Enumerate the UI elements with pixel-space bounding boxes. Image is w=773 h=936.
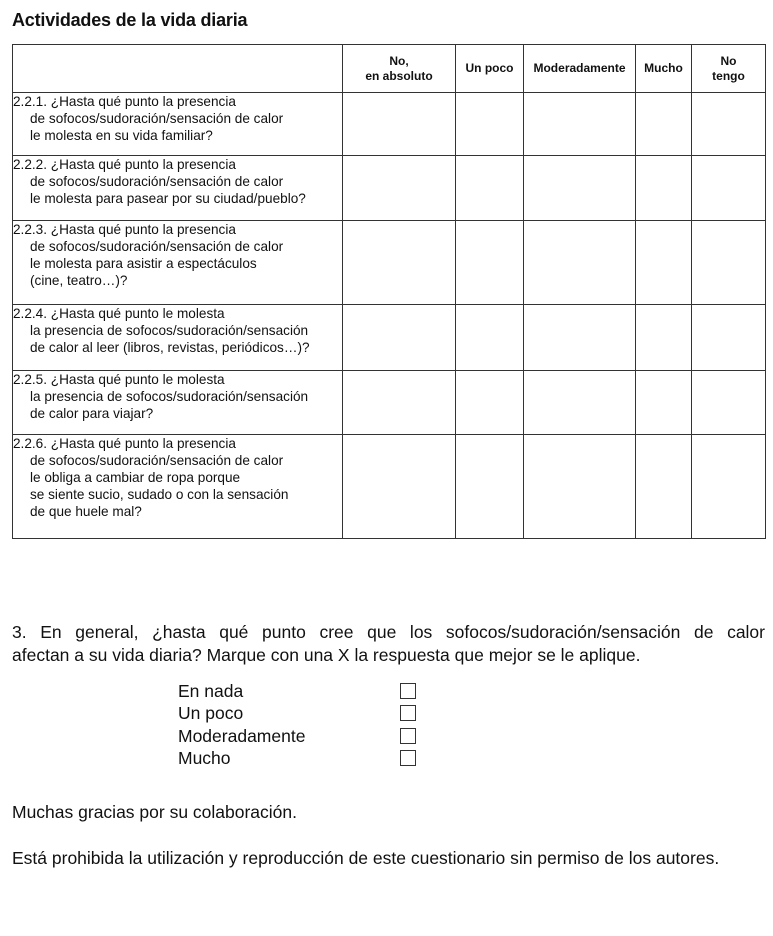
table-row [13, 156, 766, 221]
question-cell [13, 305, 343, 371]
option-label: Un poco [178, 703, 244, 723]
header-un-poco: Un poco [456, 45, 524, 93]
answer-moderadamente[interactable] [524, 221, 636, 305]
option-moderadamente [178, 725, 438, 747]
table-row [13, 435, 766, 539]
thanks-text: Muchas gracias por su colaboración. [12, 802, 298, 822]
question-line: 2.2.1. ¿Hasta qué punto la presencia [13, 94, 236, 109]
table-row [13, 371, 766, 435]
question-line: 2.2.6. ¿Hasta qué punto la presencia [13, 436, 236, 451]
answer-no-en-absoluto[interactable] [343, 371, 456, 435]
answer-moderadamente[interactable] [524, 435, 636, 539]
answer-moderadamente[interactable] [524, 305, 636, 371]
daily-activities-table [12, 44, 766, 539]
option-checkbox[interactable] [400, 750, 416, 766]
question3-line2: afectan a su vida diaria? Marque con una X la respuesta que mejor se le aplique. [12, 645, 641, 665]
question-line: le molesta para pasear por su ciudad/pueblo? [30, 191, 306, 206]
question-line: la presencia de sofocos/sudoración/sensación [30, 323, 309, 338]
answer-moderadamente[interactable] [524, 371, 636, 435]
answer-no-en-absoluto[interactable] [343, 93, 456, 156]
question-line: de calor al leer (libros, revistas, periódicos…)? [30, 340, 310, 355]
answer-un-poco[interactable] [456, 156, 524, 221]
answer-no-tengo[interactable] [692, 93, 766, 156]
answer-no-tengo[interactable] [692, 156, 766, 221]
question-cell [13, 156, 343, 221]
answer-no-tengo[interactable] [692, 305, 766, 371]
header-no-line2: en absoluto [365, 68, 433, 83]
option-label: En nada [178, 681, 244, 701]
answer-no-en-absoluto[interactable] [343, 156, 456, 221]
section-title: Actividades de la vida diaria [12, 10, 248, 30]
legal-notice: Está prohibida la utilización y reproducción de este cuestionario sin permiso de los autores. [12, 848, 720, 868]
option-checkbox[interactable] [400, 705, 416, 721]
header-moderadamente: Moderadamente [524, 45, 636, 93]
answer-no-tengo[interactable] [692, 435, 766, 539]
question-line: se siente sucio, sudado o con la sensación [30, 487, 289, 502]
answer-mucho[interactable] [636, 93, 692, 156]
option-checkbox[interactable] [400, 683, 416, 699]
answer-no-en-absoluto[interactable] [343, 435, 456, 539]
question-cell [13, 435, 343, 539]
header-no-tengo-line2: tengo [712, 68, 745, 83]
question-line: de calor para viajar? [30, 406, 154, 421]
table-row [13, 93, 766, 156]
question-cell [13, 221, 343, 305]
table-row [13, 305, 766, 371]
option-label: Mucho [178, 748, 231, 768]
question3-line1: 3. En general, ¿hasta qué punto cree que los sofocos/sudoración/sensación de calor [12, 622, 765, 642]
answer-no-tengo[interactable] [692, 221, 766, 305]
option-mucho [178, 747, 438, 769]
answer-no-en-absoluto[interactable] [343, 305, 456, 371]
option-label: Moderadamente [178, 726, 306, 746]
answer-un-poco[interactable] [456, 305, 524, 371]
header-mucho: Mucho [636, 45, 692, 93]
answer-mucho[interactable] [636, 221, 692, 305]
answer-un-poco[interactable] [456, 221, 524, 305]
option-un-poco [178, 702, 438, 724]
question-cell [13, 371, 343, 435]
answer-un-poco[interactable] [456, 371, 524, 435]
header-question [13, 45, 343, 93]
header-no-en-absoluto [343, 45, 456, 93]
answer-no-tengo[interactable] [692, 371, 766, 435]
option-en-nada [178, 680, 438, 702]
question-line: le molesta en su vida familiar? [30, 128, 213, 143]
question-line: de sofocos/sudoración/sensación de calor [30, 239, 284, 254]
question-line: de sofocos/sudoración/sensación de calor [30, 453, 284, 468]
header-no-line1: No, [389, 53, 409, 68]
question-line: 2.2.4. ¿Hasta qué punto le molesta [13, 306, 225, 321]
answer-mucho[interactable] [636, 305, 692, 371]
question-line: de sofocos/sudoración/sensación de calor [30, 111, 284, 126]
header-row [13, 45, 766, 93]
answer-moderadamente[interactable] [524, 93, 636, 156]
question-line: de que huele mal? [30, 504, 142, 519]
table-row [13, 221, 766, 305]
header-no-tengo-line1: No [720, 53, 737, 68]
question-line: la presencia de sofocos/sudoración/sensación [30, 389, 309, 404]
option-checkbox[interactable] [400, 728, 416, 744]
question-line: le obliga a cambiar de ropa porque [30, 470, 241, 485]
answer-un-poco[interactable] [456, 93, 524, 156]
header-no-tengo [692, 45, 766, 93]
answer-mucho[interactable] [636, 435, 692, 539]
answer-no-en-absoluto[interactable] [343, 221, 456, 305]
question-line: 2.2.5. ¿Hasta qué punto le molesta [13, 372, 225, 387]
answer-un-poco[interactable] [456, 435, 524, 539]
question-line: 2.2.3. ¿Hasta qué punto la presencia [13, 222, 236, 237]
question-line: le molesta para asistir a espectáculos [30, 256, 257, 271]
answer-moderadamente[interactable] [524, 156, 636, 221]
question-cell [13, 93, 343, 156]
question-line: (cine, teatro…)? [30, 273, 128, 288]
answer-mucho[interactable] [636, 371, 692, 435]
question-line: 2.2.2. ¿Hasta qué punto la presencia [13, 157, 236, 172]
answer-mucho[interactable] [636, 156, 692, 221]
question-line: de sofocos/sudoración/sensación de calor [30, 174, 284, 189]
